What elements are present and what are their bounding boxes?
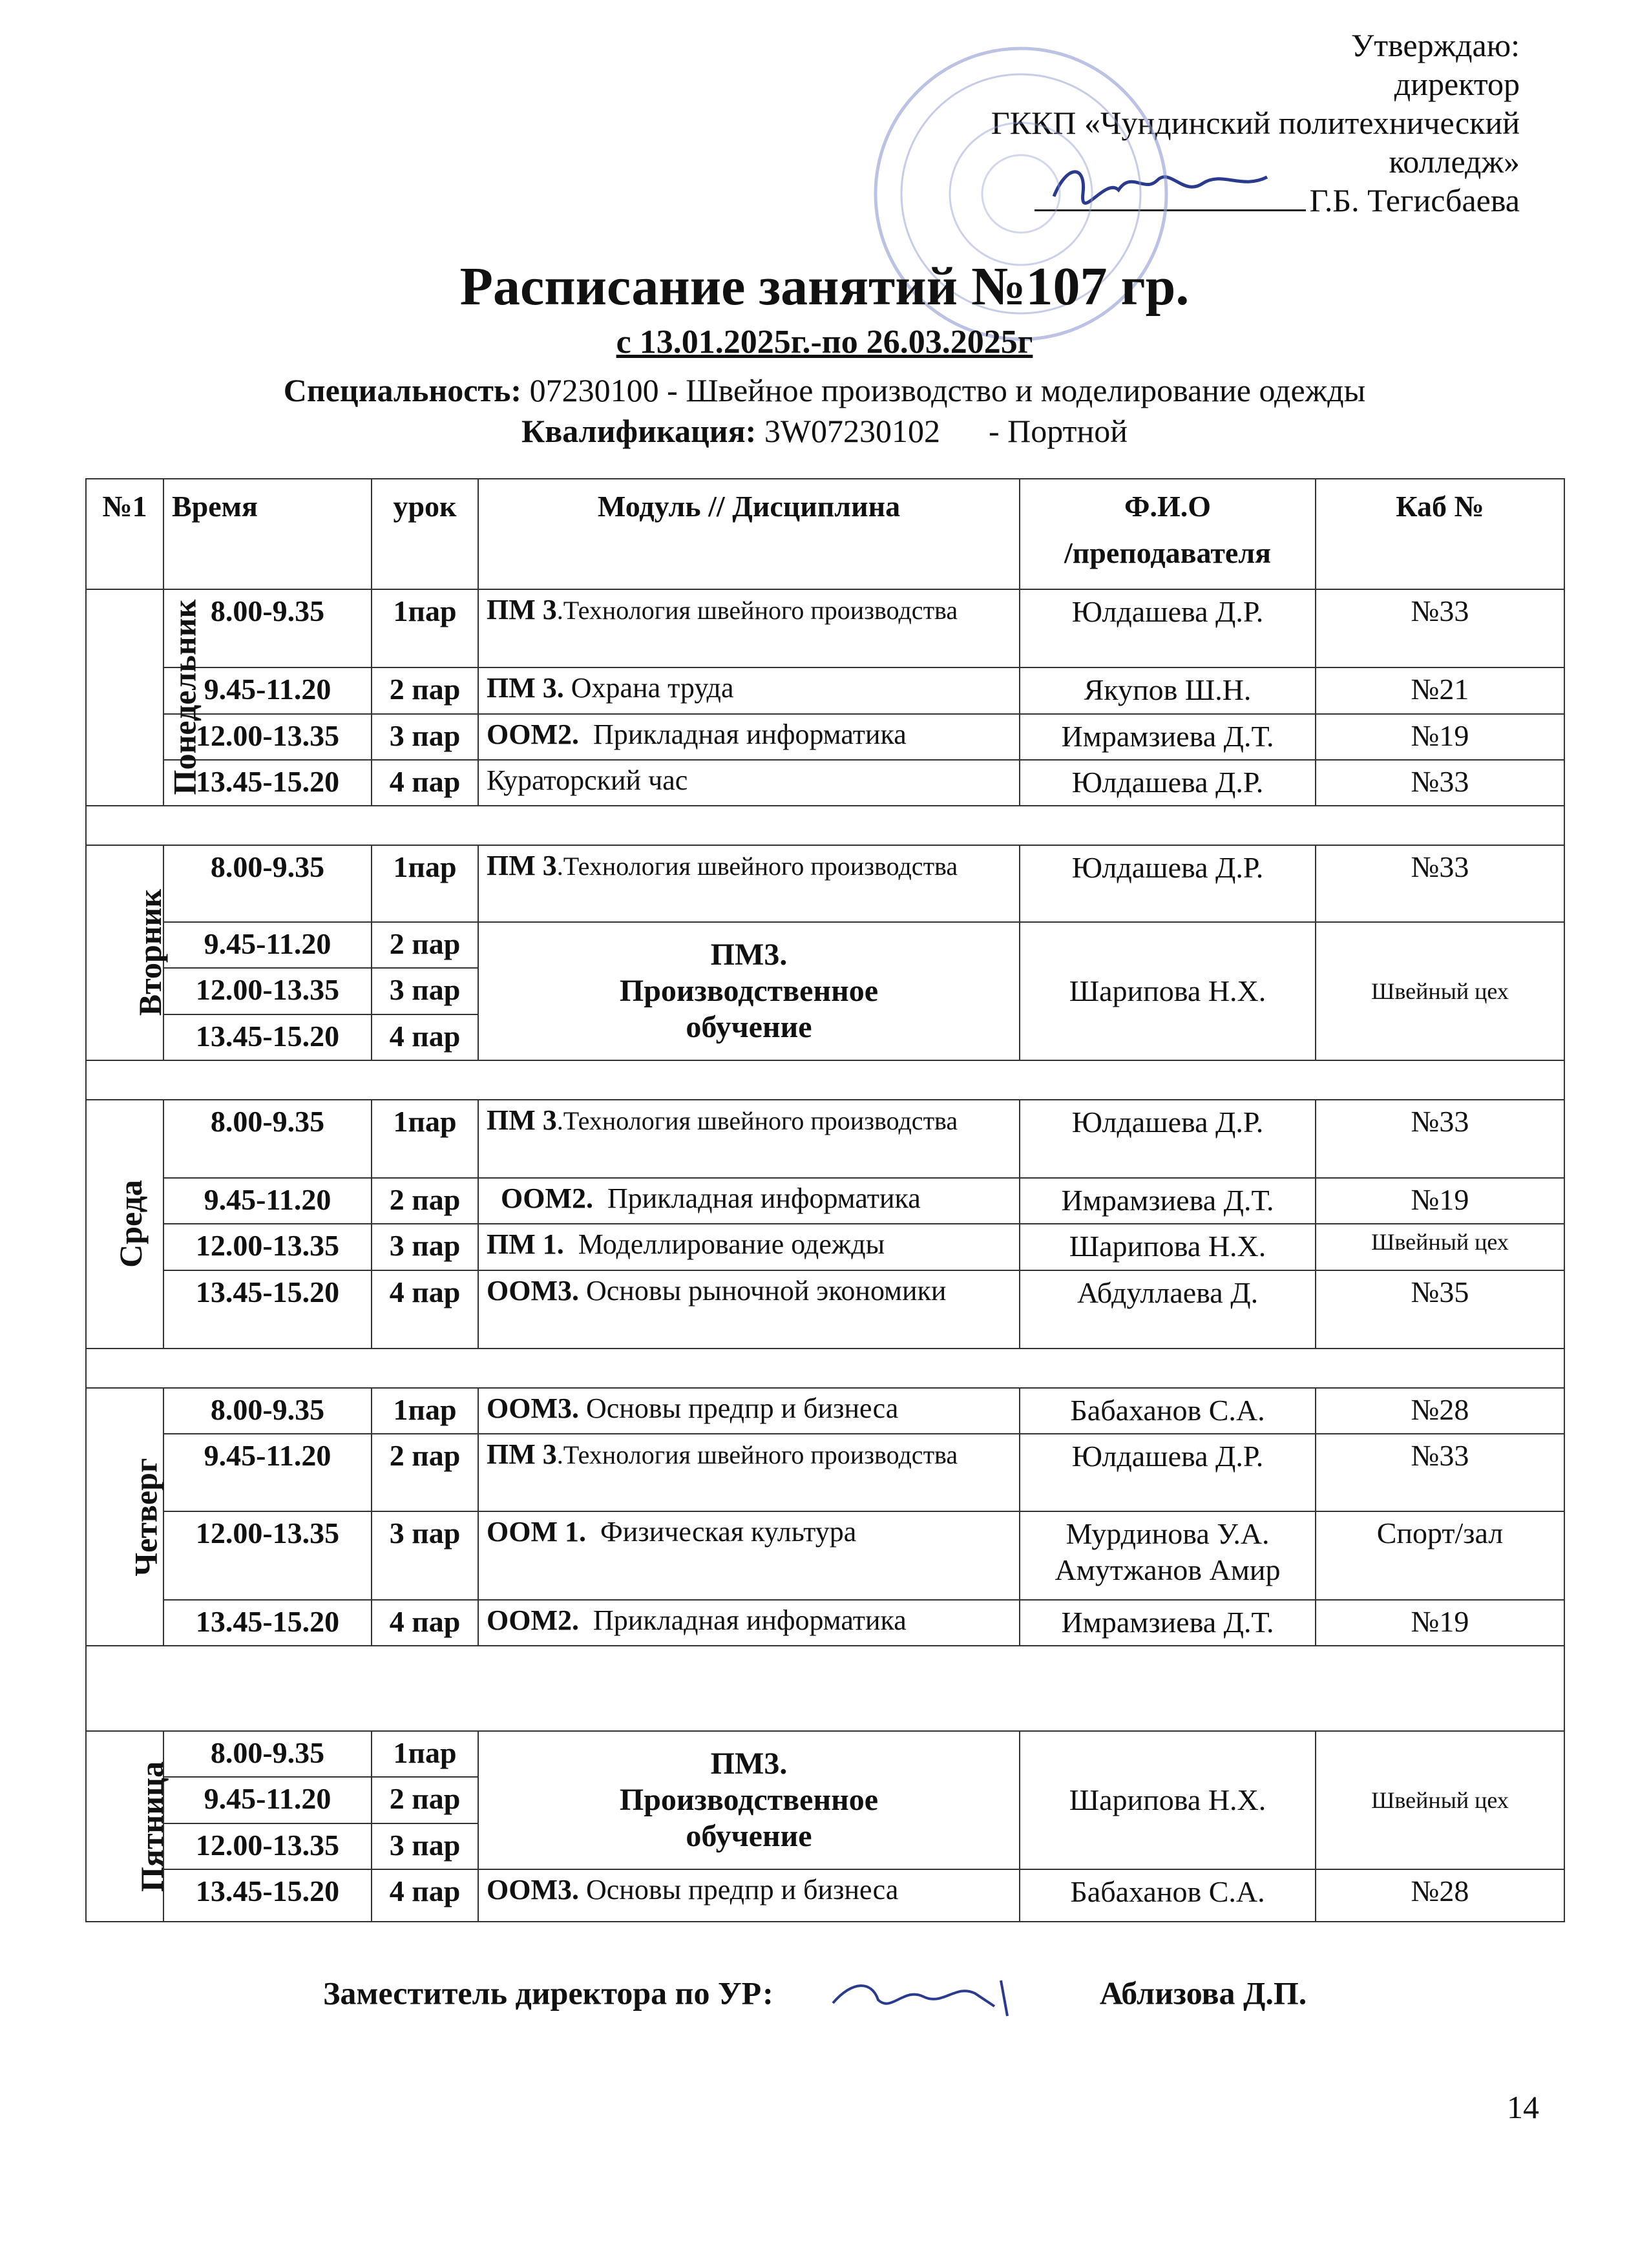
time-cell: 8.00-9.35 [163, 1388, 372, 1434]
teacher-cell: Шарипова Н.Х. [1020, 922, 1316, 1060]
col-header-lesson: урок [372, 479, 478, 589]
lesson-cell: 4 пар [372, 1600, 478, 1646]
subject-name: .Технология швейного производства [556, 1106, 958, 1135]
time-cell: 13.45-15.20 [163, 760, 372, 806]
subject-code: ПМ 3 [487, 849, 557, 881]
lesson-cell: 1пар [372, 1100, 478, 1179]
day-label: Вторник [132, 888, 169, 1016]
subject-code: ПМ 3 [487, 1104, 557, 1136]
subject-code: ООМ3. [487, 1873, 579, 1906]
approval-line: ГККП «Чундинский политехнический [991, 105, 1520, 141]
time-cell: 12.00-13.35 [163, 1823, 372, 1869]
subject-code: ПМ 3. [487, 672, 564, 704]
teacher-cell: Шарипова Н.Х. [1020, 1224, 1316, 1270]
table-row [86, 1600, 1564, 1646]
subject-name: Физическая культура [585, 1516, 857, 1548]
day-separator [86, 806, 1564, 845]
col-header-room: Каб № [1316, 479, 1564, 589]
table-row [86, 1434, 1564, 1511]
room-cell: №21 [1316, 667, 1564, 713]
time-cell: 9.45-11.20 [163, 922, 372, 968]
table-row [86, 845, 1564, 923]
time-cell: 13.45-15.20 [163, 1869, 372, 1922]
teacher-cell: Юлдашева Д.Р. [1020, 760, 1316, 806]
lesson-cell: 3 пар [372, 968, 478, 1014]
time-cell: 8.00-9.35 [163, 1731, 372, 1777]
merged-subject-cell [478, 1731, 1020, 1869]
col-header-num: №1 [86, 479, 163, 589]
teacher-cell: Имрамзиева Д.Т. [1020, 1600, 1316, 1646]
lesson-cell: 1пар [372, 1731, 478, 1777]
merged-subject-line: ПМ3. [710, 938, 788, 972]
time-cell: 13.45-15.20 [163, 1014, 372, 1060]
subject-cell [478, 1600, 1020, 1646]
teacher-cell: Бабаханов С.А. [1020, 1388, 1316, 1434]
subject-cell [478, 1224, 1020, 1270]
time-cell: 9.45-11.20 [163, 1178, 372, 1224]
subject-cell [478, 1270, 1020, 1349]
room-cell: №35 [1316, 1270, 1564, 1349]
table-row [86, 1224, 1564, 1270]
lesson-cell: 4 пар [372, 1869, 478, 1922]
subject-code: ООМ 1. [487, 1516, 586, 1548]
teacher-header-line2: /преподавателя [1064, 536, 1272, 569]
table-row [86, 1731, 1564, 1777]
table-row [86, 714, 1564, 760]
subject-name: Моделлирование одежды [563, 1228, 885, 1261]
specialty-label: Специальность: [283, 372, 522, 408]
subject-name: Основы предпр и бизнеса [578, 1392, 899, 1425]
teacher-cell: Шарипова Н.Х. [1020, 1731, 1316, 1869]
separator-cell [86, 1349, 1564, 1388]
subject-cell [478, 667, 1020, 713]
room-cell: №33 [1316, 589, 1564, 668]
merged-subject-line: ПМ3. [710, 1746, 788, 1781]
day-cell [86, 845, 169, 1060]
room-cell: Спорт/зал [1316, 1511, 1564, 1600]
time-cell: 9.45-11.20 [163, 667, 372, 713]
qualification-line [0, 412, 1649, 450]
table-row [86, 922, 1564, 968]
subject-cell [478, 1511, 1020, 1600]
separator-cell [86, 806, 1564, 845]
time-cell: 8.00-9.35 [163, 589, 372, 668]
lesson-cell: 4 пар [372, 1014, 478, 1060]
director-name: Г.Б. Тегисбаева [1309, 182, 1520, 218]
table-row [86, 1869, 1564, 1922]
subject-name: Основы предпр и бизнеса [578, 1873, 899, 1906]
time-cell: 12.00-13.35 [163, 714, 372, 760]
lesson-cell: 4 пар [372, 1270, 478, 1349]
subject-cell [478, 1100, 1020, 1179]
teacher-cell: Юлдашева Д.Р. [1020, 589, 1316, 668]
schedule-period: с 13.01.2025г.-по 26.03.2025г [616, 324, 1033, 361]
table-row [86, 760, 1564, 806]
subject-code: ООМ3. [487, 1274, 579, 1307]
subject-name: .Технология швейного производства [556, 595, 958, 625]
lesson-cell: 1пар [372, 845, 478, 923]
page-number: 14 [1507, 2089, 1539, 2125]
room-cell: №33 [1316, 1434, 1564, 1511]
room-cell: №19 [1316, 1600, 1564, 1646]
day-separator [86, 1060, 1564, 1100]
lesson-cell: 1пар [372, 589, 478, 668]
day-separator [86, 1349, 1564, 1388]
teacher-name: Мурдинова У.А. [1066, 1517, 1270, 1551]
table-row [86, 1511, 1564, 1600]
lesson-cell: 2 пар [372, 1178, 478, 1224]
lesson-cell: 2 пар [372, 1434, 478, 1511]
teacher-header-line1: Ф.И.О [1124, 490, 1212, 523]
lesson-cell: 4 пар [372, 760, 478, 806]
deputy-label: Заместитель директора по УР: [323, 1975, 773, 2011]
day-cell [86, 1388, 163, 1646]
schedule-table [85, 478, 1565, 1922]
subject-cell [478, 1388, 1020, 1434]
subject-code: ПМ 3 [487, 593, 557, 625]
lesson-cell: 2 пар [372, 1777, 478, 1823]
day-cell [86, 589, 203, 806]
room-cell: Швейный цех [1316, 922, 1564, 1060]
day-separator [86, 1646, 1564, 1731]
time-cell: 13.45-15.20 [163, 1600, 372, 1646]
teacher-name: Амутжанов Амир [1055, 1553, 1281, 1587]
time-cell: 8.00-9.35 [163, 1100, 372, 1179]
table-row [86, 1178, 1564, 1224]
subject-code: ПМ 1. [487, 1228, 564, 1261]
teacher-cell: Абдуллаева Д. [1020, 1270, 1316, 1349]
time-cell: 9.45-11.20 [163, 1434, 372, 1511]
lesson-cell: 2 пар [372, 667, 478, 713]
deputy-signature [820, 1974, 1053, 2019]
separator-cell [86, 1060, 1564, 1100]
subject-cell [478, 1869, 1020, 1922]
subject-cell [478, 714, 1020, 760]
table-row [86, 667, 1564, 713]
subject-code: ООМ2. [487, 1604, 579, 1637]
merged-subject-line: обучение [686, 1010, 812, 1045]
time-cell: 12.00-13.35 [163, 1511, 372, 1600]
merged-subject-cell [478, 922, 1020, 1060]
room-cell: Швейный цех [1316, 1731, 1564, 1869]
time-cell: 12.00-13.35 [163, 1224, 372, 1270]
lesson-cell: 3 пар [372, 1224, 478, 1270]
separator-cell [86, 1646, 1564, 1731]
lesson-cell: 2 пар [372, 922, 478, 968]
merged-subject-line: Производственное [619, 974, 879, 1009]
qualification-value: 3W07230102 - Портной [764, 413, 1128, 449]
teacher-cell: Бабаханов С.А. [1020, 1869, 1316, 1922]
room-cell: Швейный цех [1316, 1224, 1564, 1270]
subject-cell [478, 1434, 1020, 1511]
merged-subject-line: Производственное [619, 1782, 879, 1817]
subject-name: Охрана труда [563, 672, 734, 704]
teacher-cell: Имрамзиева Д.Т. [1020, 1178, 1316, 1224]
specialty-value: 07230100 - Швейное производство и моделирование одежды [529, 372, 1366, 408]
table-row [86, 1270, 1564, 1349]
room-cell: №33 [1316, 1100, 1564, 1179]
subject-name: Прикладная информатика [578, 718, 907, 750]
day-cell [86, 1731, 170, 1922]
room-cell: №28 [1316, 1388, 1564, 1434]
page-title: Расписание занятий №107 гр. [459, 257, 1190, 317]
lesson-cell: 3 пар [372, 714, 478, 760]
approval-line: директор [1394, 66, 1520, 102]
deputy-name: Аблизова Д.П. [1099, 1975, 1307, 2011]
teacher-cell: Юлдашева Д.Р. [1020, 845, 1316, 923]
lesson-cell: 1пар [372, 1388, 478, 1434]
teacher-cell [1020, 1511, 1316, 1600]
approval-line: колледж» [1389, 143, 1520, 180]
subject-cell [478, 760, 1020, 806]
day-cell [86, 1100, 163, 1349]
subject-name: Прикладная информатика [593, 1182, 921, 1215]
lesson-cell: 3 пар [372, 1511, 478, 1600]
room-cell: №33 [1316, 760, 1564, 806]
day-label: Понедельник [166, 599, 203, 795]
qualification-label: Квалификация: [521, 413, 757, 449]
teacher-cell: Юлдашева Д.Р. [1020, 1434, 1316, 1511]
room-cell: №33 [1316, 845, 1564, 923]
day-label: Пятница [133, 1761, 170, 1892]
room-cell: №19 [1316, 714, 1564, 760]
specialty-line [0, 372, 1649, 409]
approval-line: Утверждаю: [1350, 27, 1520, 63]
subject-cell [478, 1178, 1020, 1224]
subject-name: Основы рыночной экономики [578, 1274, 947, 1307]
footer-signature-row [323, 1974, 1307, 2019]
col-header-time: Время [163, 479, 372, 589]
room-cell: №19 [1316, 1178, 1564, 1224]
subject-cell [478, 589, 1020, 668]
time-cell: 12.00-13.35 [163, 968, 372, 1014]
merged-subject-line: обучение [686, 1818, 812, 1853]
subject-name: .Технология швейного производства [556, 851, 958, 881]
teacher-cell: Якупов Ш.Н. [1020, 667, 1316, 713]
time-cell: 13.45-15.20 [163, 1270, 372, 1349]
subject-code: ООМ2. [487, 718, 579, 750]
subject-code: ПМ 3 [487, 1438, 557, 1471]
subject-name: Прикладная информатика [578, 1604, 907, 1637]
teacher-cell: Имрамзиева Д.Т. [1020, 714, 1316, 760]
time-cell: 8.00-9.35 [163, 845, 372, 923]
time-cell: 9.45-11.20 [163, 1777, 372, 1823]
col-header-teacher [1020, 479, 1316, 589]
subject-name: Кураторский час [487, 764, 688, 796]
table-row [86, 589, 1564, 668]
col-header-module: Модуль // Дисциплина [478, 479, 1020, 589]
lesson-cell: 3 пар [372, 1823, 478, 1869]
table-row [86, 1100, 1564, 1179]
room-cell: №28 [1316, 1869, 1564, 1922]
header-row [86, 479, 1564, 589]
day-label: Четверг [127, 1458, 164, 1577]
subject-name: .Технология швейного производства [556, 1440, 958, 1470]
subject-cell [478, 845, 1020, 923]
table-row [86, 1388, 1564, 1434]
subject-code: ООМ2. [487, 1182, 593, 1215]
day-label: Среда [112, 1180, 149, 1268]
subject-code: ООМ3. [487, 1392, 579, 1425]
teacher-cell: Юлдашева Д.Р. [1020, 1100, 1316, 1179]
